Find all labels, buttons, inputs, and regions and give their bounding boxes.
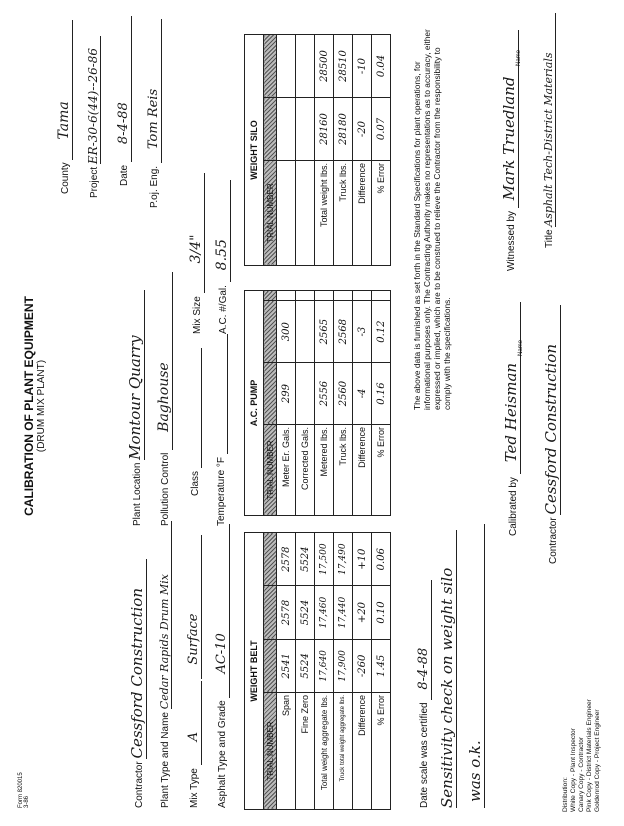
table-row bbox=[296, 291, 315, 516]
date-value: 8-4-88 bbox=[116, 16, 132, 162]
plant-type-value: Cedar Rapids Drum Mix bbox=[158, 521, 172, 709]
table-cell: 0.07 bbox=[372, 98, 391, 161]
weight-silo-group-header bbox=[245, 35, 264, 266]
table-cell: -4 bbox=[353, 363, 372, 425]
mix-size-label: Mix Size bbox=[192, 296, 203, 334]
weight-silo-title: WEIGHT SILO bbox=[245, 35, 264, 266]
table-cell: 5524 bbox=[296, 533, 315, 586]
table-cell: 2560 bbox=[334, 363, 353, 425]
signature-contractor-label: Contractor bbox=[548, 517, 559, 564]
date-scale-certified-field bbox=[416, 580, 432, 808]
row-label: Total weight aggregate lbs. bbox=[315, 693, 334, 810]
asphalt-grade-field bbox=[214, 524, 230, 808]
project-label: Project bbox=[89, 166, 100, 198]
distribution-heading: Distribution: bbox=[562, 777, 569, 812]
table-cell: 17,900 bbox=[334, 639, 353, 692]
row-label: Truck lbs. bbox=[334, 161, 353, 266]
table-cell: 17,500 bbox=[315, 533, 334, 586]
row-label: Metered lbs. bbox=[315, 425, 334, 516]
contractor-label: Contractor bbox=[134, 761, 145, 808]
signature-contractor-field bbox=[542, 305, 561, 564]
table-cell: +10 bbox=[353, 533, 372, 586]
temperature-field bbox=[216, 334, 228, 526]
ac-pump-group-header bbox=[245, 291, 264, 516]
county-value: Tama bbox=[56, 20, 73, 160]
table-cell: 299 bbox=[277, 363, 296, 425]
calibrated-by-field bbox=[502, 302, 521, 536]
witnessed-by-signature: Mark Truedland bbox=[500, 30, 519, 208]
witnessed-by-field bbox=[500, 30, 519, 271]
signature-title-field bbox=[542, 13, 556, 248]
table-cell: 17,490 bbox=[334, 533, 353, 586]
distribution-line: Pink Copy - District Materials Engineer bbox=[586, 699, 593, 812]
ac-pump-title: A.C. PUMP bbox=[245, 291, 264, 516]
ac-pump-trial-2 bbox=[264, 301, 277, 363]
table-row bbox=[372, 35, 391, 266]
table-row bbox=[315, 533, 334, 810]
table-cell bbox=[372, 291, 391, 301]
signature-title-value: Asphalt Tech-District Materials bbox=[542, 13, 556, 227]
table-cell: 2578 bbox=[277, 533, 296, 586]
weight-silo-trial-header: TRIAL NUMBER bbox=[264, 161, 277, 266]
table-cell bbox=[334, 291, 353, 301]
date-label: Date bbox=[119, 164, 130, 186]
weight-belt-trial-3 bbox=[264, 533, 277, 586]
table-cell bbox=[296, 301, 315, 363]
county-label: County bbox=[60, 162, 71, 194]
table-cell: 0.12 bbox=[372, 301, 391, 363]
plant-type-field bbox=[158, 521, 172, 808]
asphalt-grade-label: Asphalt Type and Grade bbox=[217, 700, 228, 808]
table-cell: 5524 bbox=[296, 639, 315, 692]
plant-type-label: Plant Type and Name bbox=[160, 712, 171, 808]
table-cell: 28160 bbox=[315, 98, 334, 161]
weight-belt-trial-2 bbox=[264, 586, 277, 639]
mix-type-label: Mix Type bbox=[189, 768, 200, 808]
row-label: Truck lbs. bbox=[334, 425, 353, 516]
row-label: Meter Er. Gals. bbox=[277, 425, 296, 516]
table-cell: 2565 bbox=[315, 301, 334, 363]
table-row bbox=[277, 533, 296, 810]
table-cell: 300 bbox=[277, 301, 296, 363]
table-row bbox=[277, 291, 296, 516]
signature-contractor-value: Cessford Construction bbox=[542, 305, 561, 515]
weight-silo-trial-1 bbox=[264, 98, 277, 161]
table-row bbox=[353, 291, 372, 516]
row-label: Span bbox=[277, 693, 296, 810]
table-cell: 0.16 bbox=[372, 363, 391, 425]
row-label: % Error bbox=[372, 425, 391, 516]
row-label: Difference bbox=[353, 425, 372, 516]
ac-pump-table bbox=[244, 290, 391, 516]
contractor-field bbox=[128, 559, 147, 808]
row-label: Total weight lbs. bbox=[315, 161, 334, 266]
remarks-line-1: Sensitivity check on weight silo bbox=[438, 530, 457, 808]
date-scale-value: 8-4-88 bbox=[416, 580, 432, 700]
weight-silo-trial-2 bbox=[264, 35, 277, 98]
row-label: Difference bbox=[353, 161, 372, 266]
table-row bbox=[334, 291, 353, 516]
table-row bbox=[372, 291, 391, 516]
form-title: CALIBRATION OF PLANT EQUIPMENT bbox=[22, 296, 36, 516]
mix-size-field bbox=[188, 173, 205, 334]
ac-pump-trial-header: TRIAL NUMBER bbox=[264, 425, 277, 516]
table-cell: 28510 bbox=[334, 35, 353, 98]
row-label: Difference bbox=[353, 693, 372, 810]
table-row bbox=[353, 35, 372, 266]
table-row bbox=[315, 35, 334, 266]
table-cell: 28180 bbox=[334, 98, 353, 161]
table-row bbox=[296, 533, 315, 810]
contractor-value: Cessford Construction bbox=[128, 559, 147, 759]
project-engineer-label: P.oj. Eng. bbox=[149, 165, 160, 208]
weight-belt-trial-header: TRIAL NUMBER bbox=[264, 693, 277, 810]
form-number-text: Form 820015 bbox=[18, 772, 24, 808]
table-row bbox=[353, 533, 372, 810]
distribution-line: Canary Copy - Contractor bbox=[578, 736, 585, 812]
row-label: % Error bbox=[372, 693, 391, 810]
project-engineer-value: Tom Reis bbox=[146, 19, 162, 163]
date-scale-label: Date scale was certified bbox=[419, 702, 430, 808]
signature-title-label: Title bbox=[544, 229, 555, 248]
project-value: ER-30-6(44)--26-86 bbox=[86, 36, 101, 164]
project-field bbox=[86, 36, 101, 198]
county-field bbox=[56, 20, 73, 194]
weight-belt-title: WEIGHT BELT bbox=[245, 533, 264, 810]
table-cell: 0.06 bbox=[372, 533, 391, 586]
table-cell: 5524 bbox=[296, 586, 315, 639]
table-cell: 2568 bbox=[334, 301, 353, 363]
table-cell: -10 bbox=[353, 35, 372, 98]
row-label: Truck total weight aggregate lbs. bbox=[334, 693, 353, 810]
form-number bbox=[18, 772, 30, 808]
form-revision-text: 3-86 bbox=[24, 795, 30, 808]
form-title-block bbox=[22, 266, 47, 546]
disclaimer-text: The above data is furnished as set forth in the Standard Specifications for plant operations, for informational purposes only. The Contracting Authority makes no representations as to accuracy, either expressed or implied, which are to be construed to relieve the Contractor from the responsibility to comply with the specifications. bbox=[412, 29, 452, 410]
table-cell: -20 bbox=[353, 98, 372, 161]
table-cell: -3 bbox=[353, 301, 372, 363]
table-row bbox=[296, 35, 315, 266]
ac-per-gal-value: 8.55 bbox=[214, 180, 231, 282]
table-cell: 17,640 bbox=[315, 639, 334, 692]
table-row bbox=[334, 533, 353, 810]
table-cell: 2556 bbox=[315, 363, 334, 425]
ac-pump-trial-3 bbox=[264, 291, 277, 301]
remarks-line-2: was o.k. bbox=[466, 524, 485, 808]
table-cell: 17,460 bbox=[315, 586, 334, 639]
ac-per-gal-label: A.C. #/Gal. bbox=[218, 285, 229, 334]
row-label: Corrected Gals. bbox=[296, 425, 315, 516]
weight-belt-trial-1 bbox=[264, 639, 277, 692]
table-cell bbox=[296, 291, 315, 301]
table-row bbox=[315, 291, 334, 516]
table-cell: 2541 bbox=[277, 639, 296, 692]
table-cell: 1.45 bbox=[372, 639, 391, 692]
weight-belt-trial-row bbox=[264, 533, 277, 810]
date-field bbox=[116, 16, 132, 186]
distribution-line: Goldenrod Copy - Project Engineer bbox=[594, 709, 601, 812]
ac-pump-trial-row bbox=[264, 291, 277, 516]
mix-size-value: 3/4" bbox=[188, 173, 205, 293]
temperature-label: Temperature °F bbox=[216, 456, 227, 526]
table-cell bbox=[277, 98, 296, 161]
weight-belt-group-header bbox=[245, 533, 264, 810]
table-row bbox=[372, 533, 391, 810]
table-cell bbox=[315, 291, 334, 301]
asphalt-grade-value: AC-10 bbox=[214, 524, 230, 698]
plant-location-label: Plant Location bbox=[132, 462, 143, 526]
row-label bbox=[277, 161, 296, 266]
pollution-control-value: Baghouse bbox=[156, 272, 173, 450]
weight-belt-table bbox=[244, 532, 391, 810]
mix-type-value: A bbox=[186, 681, 202, 765]
mix-type-value-2: Surface bbox=[186, 535, 202, 679]
witnessed-by-label: Witnessed by bbox=[506, 210, 517, 271]
table-cell bbox=[296, 35, 315, 98]
calibrated-by-name-caption: Name bbox=[518, 339, 524, 356]
table-cell: 0.04 bbox=[372, 35, 391, 98]
plant-location-field bbox=[126, 290, 145, 526]
ac-per-gal-field bbox=[214, 180, 231, 334]
table-cell: 2578 bbox=[277, 586, 296, 639]
table-cell bbox=[277, 291, 296, 301]
table-cell: 28500 bbox=[315, 35, 334, 98]
distribution-block bbox=[562, 699, 602, 812]
table-cell bbox=[353, 291, 372, 301]
table-cell bbox=[277, 35, 296, 98]
plant-location-value: Montour Quarry bbox=[126, 290, 145, 460]
calibrated-by-label: Calibrated by bbox=[508, 477, 519, 536]
witnessed-by-name-caption: Name bbox=[516, 49, 522, 66]
weight-silo-table bbox=[244, 34, 391, 266]
pollution-control-field bbox=[156, 272, 173, 526]
row-label: % Error bbox=[372, 161, 391, 266]
table-cell bbox=[296, 363, 315, 425]
table-row bbox=[277, 35, 296, 266]
form-subtitle: (DRUM MIX PLANT) bbox=[36, 359, 47, 453]
table-cell: 0.10 bbox=[372, 586, 391, 639]
table-cell bbox=[296, 98, 315, 161]
class-field bbox=[190, 348, 202, 496]
row-label: Fine Zero bbox=[296, 693, 315, 810]
project-engineer-field bbox=[146, 19, 162, 208]
calibrated-by-signature: Ted Heisman bbox=[502, 302, 521, 474]
distribution-line: White Copy - Plant Inspector bbox=[570, 728, 577, 812]
weight-silo-trial-row bbox=[264, 35, 277, 266]
table-cell: -260 bbox=[353, 639, 372, 692]
row-label bbox=[296, 161, 315, 266]
pollution-control-label: Pollution Control bbox=[160, 452, 171, 526]
table-row bbox=[334, 35, 353, 266]
mix-type-field bbox=[186, 535, 202, 808]
ac-pump-trial-1 bbox=[264, 363, 277, 425]
table-cell: 17,440 bbox=[334, 586, 353, 639]
table-cell: +20 bbox=[353, 586, 372, 639]
class-label: Class bbox=[190, 470, 201, 496]
